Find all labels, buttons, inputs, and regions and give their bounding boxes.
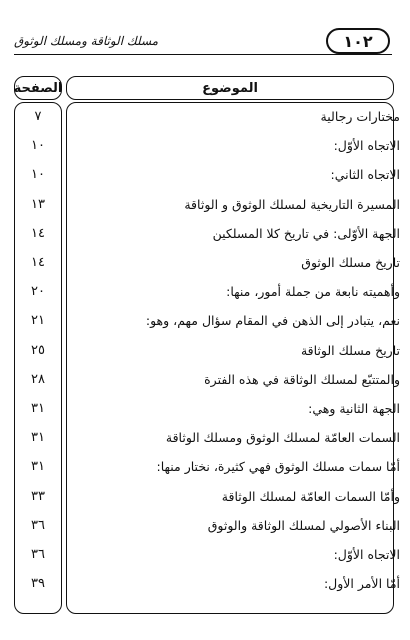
toc-entry-title: والمتتبّع لمسلك الوثاقة في هذه الفترة [204, 371, 400, 387]
toc-entry-page: ٣٩ [31, 576, 45, 592]
toc-entry-page: ١٤ [31, 225, 45, 241]
toc-entry-page: ٢٠ [31, 284, 45, 300]
toc-entry-page: ٣١ [31, 459, 45, 475]
topic-column-header [66, 76, 394, 100]
toc-entry-page: ٣٦ [31, 517, 45, 533]
toc-entry-page: ٧ [34, 109, 42, 124]
toc-entry-page: ١٠ [31, 167, 45, 183]
toc-entry-title: وأمّا السمات العامّة لمسلك الوثاقة [221, 488, 400, 504]
toc-entry-title: أمّا الأمر الأول: [323, 576, 400, 592]
toc-entry-page: ١٣ [31, 196, 45, 212]
toc-entry-page: ٣١ [31, 401, 45, 416]
running-title: مسلك الوثاقة ومسلك الوثوق [14, 34, 159, 48]
toc-entry-page: ٢١ [31, 313, 45, 329]
toc-entry-title: البناء الأصولي لمسلك الوثاقة والوثوق [207, 517, 400, 533]
toc-entry-title: وأهميته نابعة من جملة أمور، منها: [226, 284, 400, 300]
page-header-label: الصفحة [13, 80, 63, 96]
page-number: ١٠٢ [326, 28, 390, 54]
toc-entry-title: تاريخ مسلك الوثوق [301, 255, 400, 270]
page-column-header [14, 76, 62, 100]
toc-entry-title: الجهة الثانية وهي: [308, 401, 400, 416]
toc-entry-title: الاتجاه الأوّل: [333, 547, 400, 562]
toc-entry-page: ٢٨ [31, 371, 45, 387]
toc-entry-title: الاتجاه الثاني: [330, 167, 400, 183]
header-rule [14, 54, 392, 55]
toc-entry-title: أمّا سمات مسلك الوثوق فهي كثيرة، نختار منها: [156, 459, 400, 475]
toc-entry-title: الاتجاه الأوّل: [333, 138, 400, 154]
toc-entry-page: ٣٣ [31, 488, 45, 504]
toc-entry-title: تاريخ مسلك الوثاقة [300, 342, 400, 358]
toc-entry-title: المسيرة التاريخية لمسلك الوثوق و الوثاقة [184, 196, 400, 212]
toc-entry-page: ٣٦ [31, 547, 45, 562]
toc-entry-page: ٢٥ [31, 342, 45, 358]
toc-entry-page: ٣١ [31, 430, 45, 446]
toc-entry-title: مختارات رجالية [320, 109, 400, 124]
toc-entry-page: ١٤ [31, 255, 45, 270]
toc-entry-title: السمات العامّة لمسلك الوثوق ومسلك الوثاقة [165, 430, 400, 446]
topic-header-label: الموضوع [202, 80, 258, 96]
page-header [0, 0, 410, 58]
toc-entry-title: الجهة الأوّلى: في تاريخ كلا المسلكين [212, 225, 400, 241]
toc-entry-title: نعم، يتبادر إلى الذهن في المقام سؤال مهم، وهو: [145, 313, 400, 329]
toc-entry-page: ١٠ [31, 138, 45, 154]
